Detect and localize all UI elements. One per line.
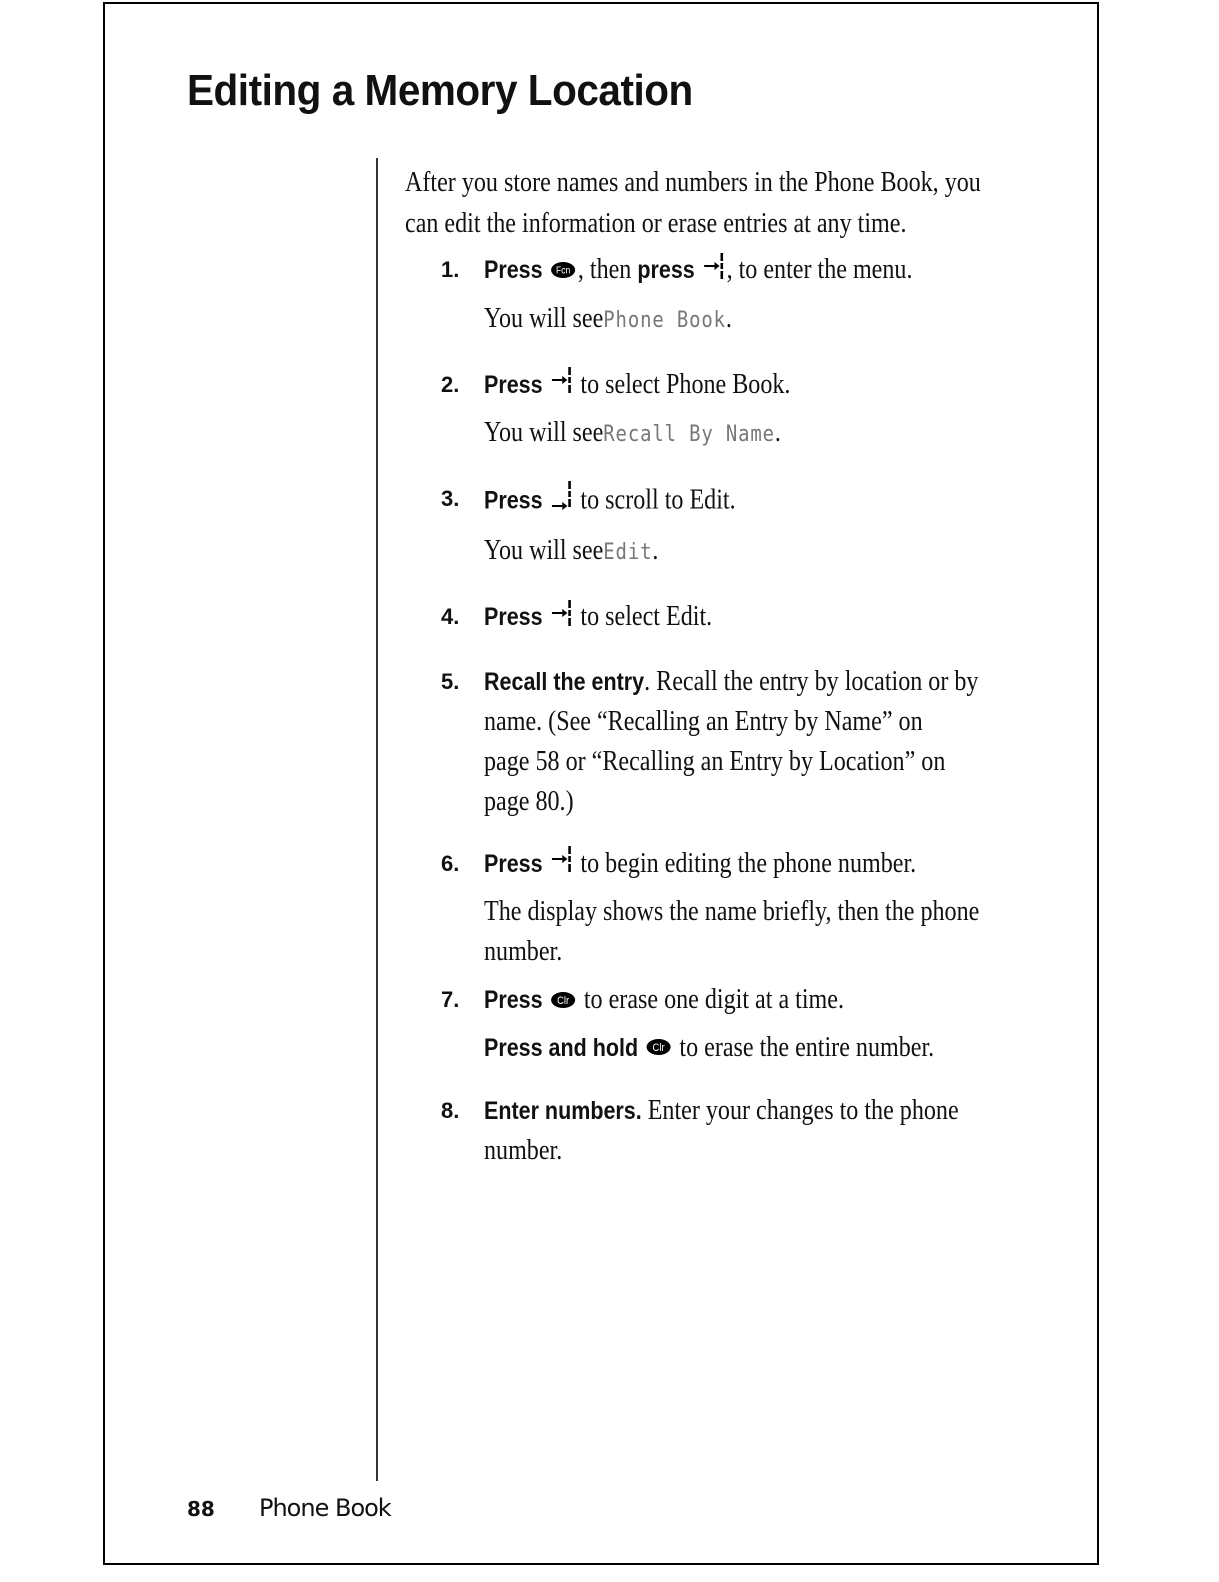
punct: .: [774, 417, 781, 449]
press-label: Press: [484, 986, 543, 1015]
main-content: [405, 162, 1005, 1171]
step-number: 8.: [441, 1098, 460, 1124]
step-7: [405, 980, 1005, 1069]
select-key-icon: [550, 598, 572, 640]
step-text: , then: [577, 254, 638, 285]
steps-list: [405, 250, 1005, 1171]
step-text: to select Phone Book.: [574, 368, 791, 400]
press-label: press: [637, 256, 695, 284]
press-label: Press: [484, 603, 543, 632]
step-heading: Enter numbers.: [484, 1097, 642, 1126]
fcn-key-label: Fcn: [556, 264, 571, 276]
step-text: to erase the entire number.: [673, 1031, 935, 1063]
fcn-key-icon: [550, 252, 576, 292]
clr-key-icon: [646, 1029, 672, 1069]
step-text: , to enter the menu.: [726, 254, 913, 285]
step-text: to scroll to Edit.: [574, 484, 736, 516]
step-text: Enter your changes to the phone: [641, 1095, 959, 1127]
intro-paragraph: [405, 162, 1007, 244]
step-text: page 80.): [484, 785, 574, 817]
scroll-key-icon: [550, 479, 572, 525]
step-8: [405, 1091, 1005, 1171]
clr-key-icon: [550, 982, 576, 1022]
step-text: to erase one digit at a time.: [577, 984, 844, 1016]
step-number: 2.: [441, 371, 460, 397]
step-text: name. (See “Recalling an Entry by Name” on: [484, 705, 923, 737]
see-label: You will see: [484, 535, 604, 567]
select-key-icon: [702, 251, 724, 293]
step-5: [405, 662, 1005, 822]
step-text: The display shows the name briefly, then the phone: [484, 896, 980, 928]
step-3: [405, 479, 1005, 573]
page-number: 88: [187, 1497, 215, 1521]
press-hold-label: Press and hold: [484, 1033, 639, 1062]
punct: .: [725, 302, 732, 334]
step-number: 1.: [441, 257, 460, 282]
step-text: number.: [484, 936, 563, 968]
clr-key-label: Clr: [652, 1042, 665, 1055]
page-title: Editing a Memory Location: [187, 66, 693, 115]
intro-line: After you store names and numbers in the Phone Book, you: [405, 167, 981, 198]
press-label: Press: [484, 256, 543, 284]
step-number: 6.: [441, 850, 460, 876]
lcd-text: Edit: [603, 540, 653, 566]
step-2: [405, 365, 1005, 456]
press-label: Press: [484, 849, 543, 878]
press-label: Press: [484, 370, 543, 399]
see-label: You will see: [484, 417, 604, 449]
select-key-icon: [550, 844, 572, 886]
margin-rule: [376, 158, 378, 1481]
step-4: [405, 597, 1005, 640]
step-text: . Recall the entry by location or by: [644, 665, 979, 697]
section-name: Phone Book: [259, 1494, 391, 1522]
step-1: [405, 250, 1005, 341]
clr-key-label: Clr: [557, 995, 570, 1008]
punct: .: [652, 535, 659, 567]
intro-line: can edit the information or erase entries at any time.: [405, 208, 907, 239]
press-label: Press: [484, 486, 543, 515]
step-text: to select Edit.: [574, 601, 713, 633]
step-number: 3.: [441, 486, 460, 512]
select-key-icon: [550, 365, 572, 407]
step-text: to begin editing the phone number.: [574, 847, 917, 879]
step-text: number.: [484, 1135, 563, 1167]
lcd-text: Phone Book: [603, 307, 726, 333]
step-number: 5.: [441, 668, 460, 694]
step-heading: Recall the entry: [484, 667, 645, 696]
step-6: [405, 844, 1005, 973]
lcd-text: Recall By Name: [603, 422, 775, 448]
see-label: You will see: [484, 302, 604, 334]
step-number: 7.: [441, 987, 460, 1013]
step-number: 4.: [441, 604, 460, 630]
step-text: page 58 or “Recalling an Entry by Location” on: [484, 745, 946, 777]
